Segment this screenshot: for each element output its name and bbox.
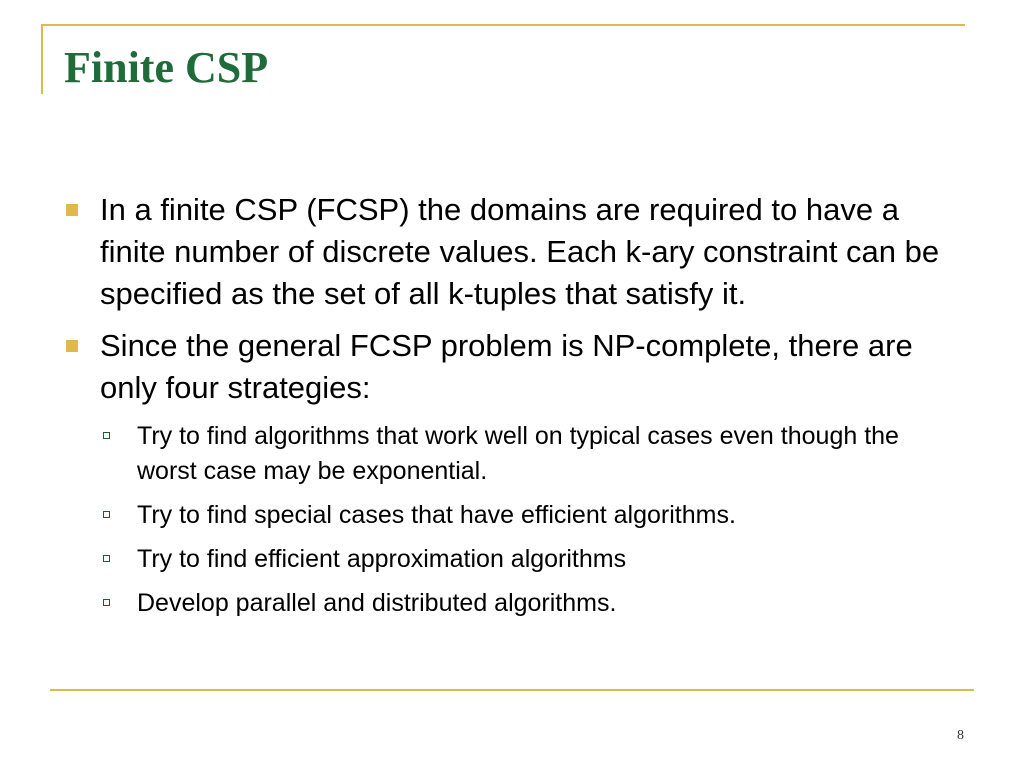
square-bullet-icon <box>66 204 78 216</box>
hollow-square-bullet-icon <box>103 599 110 606</box>
hollow-square-bullet-icon <box>103 432 110 439</box>
sub-bullet-item <box>64 586 964 621</box>
slide-body <box>64 189 964 630</box>
left-accent-line <box>41 24 43 94</box>
sub-bullet-text: Develop parallel and distributed algorithms. <box>137 589 617 617</box>
page-number: 8 <box>957 728 964 743</box>
bullet-text: In a finite CSP (FCSP) the domains are required to have a finite number of discrete values. Each k-ary constraint can be specified as the set of all k-tuples that satisfy it. <box>100 192 940 311</box>
bullet-item <box>64 325 964 409</box>
sub-bullet-text: Try to find algorithms that work well on typical cases even though the worst case may be exponential. <box>137 422 899 485</box>
bullet-text: Since the general FCSP problem is NP-complete, there are only four strategies: <box>100 328 913 405</box>
sub-bullet-item <box>64 498 964 533</box>
sub-bullet-text: Try to find special cases that have efficient algorithms. <box>137 501 736 529</box>
hollow-square-bullet-icon <box>103 555 110 562</box>
sub-bullet-text: Try to find efficient approximation algorithms <box>137 545 627 573</box>
square-bullet-icon <box>66 340 78 352</box>
sub-bullet-item <box>64 542 964 577</box>
top-accent-line <box>41 24 965 26</box>
bottom-accent-line <box>50 689 974 691</box>
sub-bullet-item <box>64 419 964 489</box>
hollow-square-bullet-icon <box>103 511 110 518</box>
slide-title: Finite CSP <box>64 43 269 92</box>
bullet-item <box>64 189 964 315</box>
